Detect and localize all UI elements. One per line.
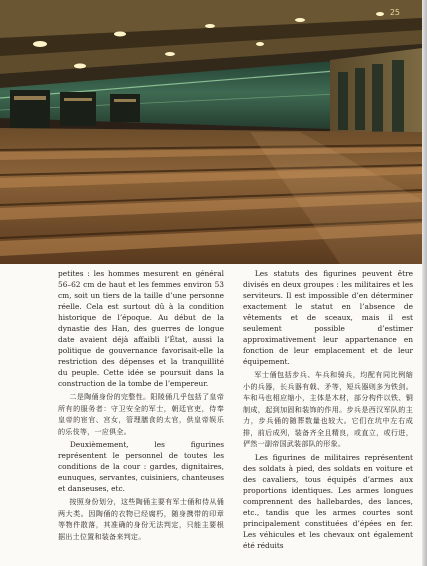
text-column-left [58,268,224,544]
paragraph-fr-3: Les statuts des figurines peuvent être divisés en deux groupes : les militaires et les serviteurs. Il est impossible d’en déterminer exactement le statut en l’absence de vêtements et de sceaux, mais il est seulement possible d’estimer approximativement leur appartenance en fonction de leur emplacement et de leur équipement. [243,269,413,366]
page-gutter [422,0,427,566]
museum-photo [0,0,422,264]
paragraph-fr-1: petites : les hommes mesurent en général 56–62 cm de haut et les femmes environ 53 cm, soit un tiers de la taille d’une personne réelle. Cela est surtout dû à la condition historique de l’époque. Au début de la dynastie des Han, des guerres de longue date avaient déjà affaibli l’État, aussi la politique de gouvernance favorisait-elle la restriction des dépenses et la tranquillité du peuple. Cette idée se poursuit dans la construction de la tombe de l’empereur. [58,269,224,388]
paragraph-cn-3: 军士俑包括步兵、车兵和骑兵，均配有同比例缩小的兵器，长兵器有戟、矛等，短兵器则多为铁剑。车和马也相应缩小，主体是木材，部分构件以铁、铜制成，起到加固和装饰的作用。步兵是西汉军队的主力，步兵俑的随葬数量也较大。它们在坑中左右成排，前后成列，装备齐全且精良，或直立，或行进，俨然一副帝国武装部队的形象。 [243,370,413,448]
paragraph-cn-2: 按照身份划分，这些陶俑主要有军士俑和侍从俑两大类。因陶俑的衣物已经腐朽，随身携带的印章等物件散落，其准确的身份无法判定，只能主要根据出土位置和装备来判定。 [58,497,224,541]
page-number: 25 [389,8,400,17]
paragraph-cn-1: 二是陶俑身份的完整性。阳陵俑几乎包括了皇帝所有的服务者：守卫安全的军士，朝廷官吏，侍奉皇帝的宦官、宫女，管理膳食的太官，供皇帝娱乐的乐伎等，一应俱全。 [58,392,224,436]
paragraph-fr-4: Les figurines de militaires représentent des soldats à pied, des soldats en voiture et des cavaliers, tous équipés d’armes aux proportions identiques. Les armes longues comprennent des hallebardes, des lances, etc., tandis que les armes courtes sont principalement constituées d’épées en fer. Les véhicules et les chevaux ont également été réduits [243,452,413,550]
museum-pit-photo-icon [0,0,422,264]
text-column-right [243,268,413,553]
paragraph-fr-2: Deuxièmement, les figurines représentent le personnel de toutes les conditions de la cour : gardes, dignitaires, eunuques, servantes, cuisiniers, chanteuses et danseuses, etc. [58,440,224,493]
